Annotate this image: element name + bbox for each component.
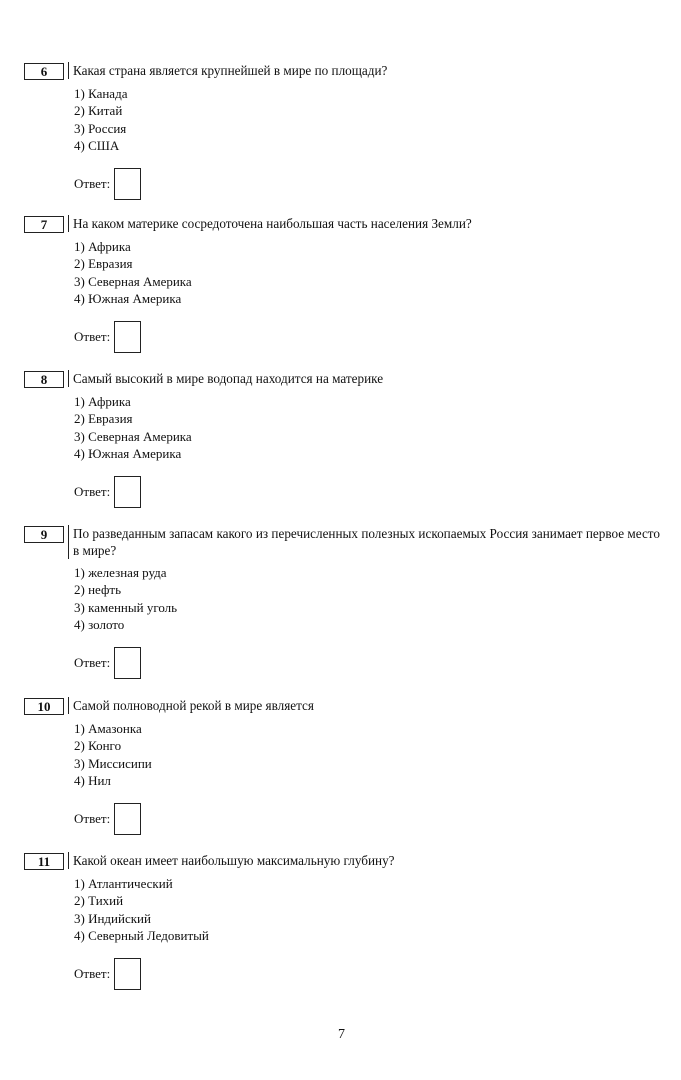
option: 2) нефть [74, 582, 121, 598]
option: 3) Россия [74, 120, 127, 136]
answer-label: Ответ: [74, 966, 111, 982]
question-number: 9 [24, 526, 64, 543]
option: 4) Северный Ледовитый [74, 927, 209, 943]
question-8 [24, 370, 660, 508]
option: 2) Евразия [74, 256, 133, 272]
question-text: Самой полноводной рекой в мире является [68, 697, 660, 714]
answer-row [74, 168, 660, 200]
answer-row [74, 476, 660, 508]
answer-row [74, 803, 660, 835]
question-11 [24, 852, 660, 990]
option: 1) Канада [74, 86, 128, 101]
answer-label: Ответ: [74, 655, 111, 671]
option: 3) Северная Америка [74, 428, 192, 444]
answer-box[interactable] [114, 321, 141, 353]
option: 3) Индийский [74, 910, 151, 926]
option: 4) США [74, 137, 120, 153]
options-list [74, 564, 660, 633]
question-text: Какой океан имеет наибольшую максимальную глубину? [68, 852, 660, 869]
answer-box[interactable] [114, 647, 141, 679]
question-7 [24, 215, 660, 353]
question-text: Самый высокий в мире водопад находится на материке [68, 370, 660, 387]
option: 1) Африка [74, 239, 131, 254]
option: 1) Амазонка [74, 721, 142, 736]
options-list [74, 393, 660, 462]
answer-box[interactable] [114, 168, 141, 200]
answer-label: Ответ: [74, 329, 111, 345]
option: 1) Атлантический [74, 876, 173, 891]
question-number: 10 [24, 698, 64, 715]
answer-label: Ответ: [74, 811, 111, 827]
question-number: 6 [24, 63, 64, 80]
options-list [74, 720, 660, 789]
option: 4) Нил [74, 772, 111, 788]
option: 1) Африка [74, 394, 131, 409]
answer-box[interactable] [114, 803, 141, 835]
option: 1) железная руда [74, 565, 167, 580]
question-text: Какая страна является крупнейшей в мире по площади? [68, 62, 660, 79]
answer-row [74, 958, 660, 990]
option: 3) Миссисипи [74, 755, 152, 771]
option: 3) каменный уголь [74, 599, 178, 615]
answer-label: Ответ: [74, 484, 111, 500]
question-10 [24, 697, 660, 835]
question-text: По разведанным запасам какого из перечисленных полезных ископаемых Россия занимает первое место в мире? [68, 525, 660, 559]
question-9 [24, 525, 660, 679]
question-number: 11 [24, 853, 64, 870]
page-number: 7 [338, 1027, 345, 1042]
answer-label: Ответ: [74, 176, 111, 192]
option: 4) Южная Америка [74, 445, 182, 461]
option: 4) золото [74, 616, 125, 632]
option: 2) Конго [74, 738, 122, 754]
question-number: 8 [24, 371, 64, 388]
question-text: На каком материке сосредоточена наибольшая часть населения Земли? [68, 215, 660, 232]
answer-row [74, 321, 660, 353]
question-number: 7 [24, 216, 64, 233]
option: 3) Северная Америка [74, 273, 192, 289]
options-list [74, 85, 660, 154]
option: 2) Евразия [74, 411, 133, 427]
answer-row [74, 647, 660, 679]
answer-box[interactable] [114, 958, 141, 990]
question-6 [24, 62, 660, 200]
options-list [74, 238, 660, 307]
option: 2) Тихий [74, 893, 124, 909]
options-list [74, 875, 660, 944]
answer-box[interactable] [114, 476, 141, 508]
option: 4) Южная Америка [74, 290, 182, 306]
option: 2) Китай [74, 103, 123, 119]
